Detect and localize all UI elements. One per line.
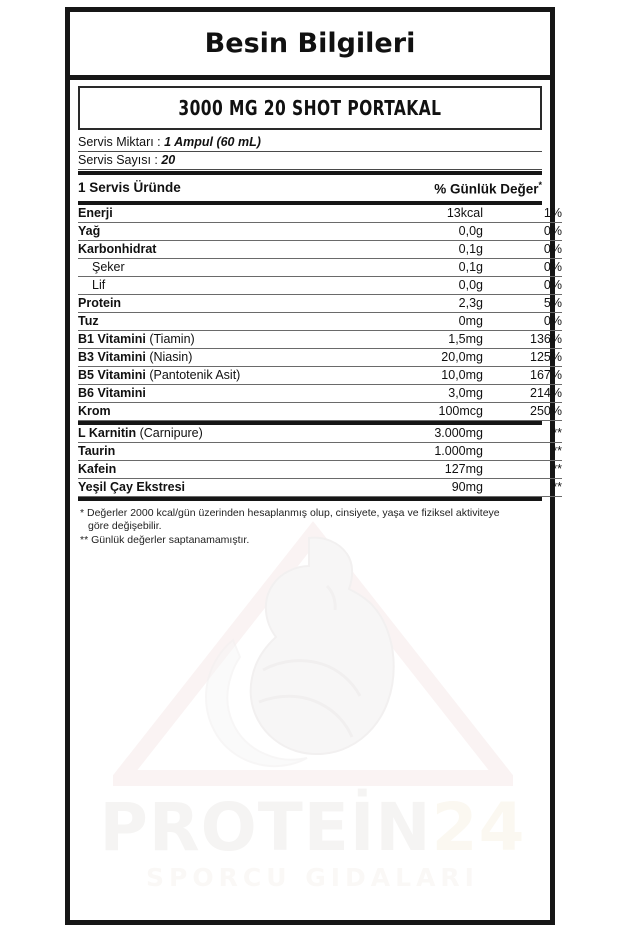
row-daily-value: 0% — [497, 240, 562, 258]
row-daily-value: ** — [497, 442, 562, 460]
table-row — [78, 258, 562, 276]
table-header-row — [78, 175, 542, 200]
product-name-box — [78, 86, 542, 130]
footnotes — [80, 507, 540, 548]
table-row — [78, 425, 562, 443]
row-daily-value: 136% — [497, 330, 562, 348]
footnote-1: * Değerler 2000 kcal/gün üzerinden hesaplanmış olup, cinsiyete, yaşa ve fiziksel aktiviteye — [80, 506, 500, 519]
row-daily-value: 167% — [497, 366, 562, 384]
row-nutrient-name: Krom — [78, 402, 378, 420]
nutrition-table-secondary — [78, 425, 562, 497]
row-nutrient-name: Taurin — [78, 442, 378, 460]
row-nutrient-name: Lif — [78, 276, 378, 294]
row-daily-value: 0% — [497, 258, 562, 276]
table-row — [78, 240, 562, 258]
nutrition-header-table — [78, 175, 542, 200]
table-row — [78, 366, 562, 384]
table-row — [78, 276, 562, 294]
serving-size-line — [78, 134, 542, 152]
header-per-serving: 1 Servis Üründe — [78, 179, 181, 195]
row-amount: 1,5mg — [378, 330, 497, 348]
footnote-2: ** Günlük değerler saptanamamıştır. — [80, 533, 250, 546]
footnote-1-cont: göre değişebilir. — [88, 520, 162, 532]
table-row — [78, 222, 562, 240]
watermark-brand-number: 24 — [431, 789, 526, 866]
table-row — [78, 348, 562, 366]
row-nutrient-note: (Carnipure) — [136, 425, 203, 440]
row-nutrient-name: Protein — [78, 294, 378, 312]
serving-info — [70, 134, 550, 170]
row-amount: 0,0g — [378, 222, 497, 240]
row-amount: 20,0mg — [378, 348, 497, 366]
row-amount: 0,0g — [378, 276, 497, 294]
serving-size-label: Servis Miktarı : — [78, 135, 165, 149]
row-amount: 1.000mg — [378, 442, 497, 460]
row-amount: 127mg — [378, 460, 497, 478]
row-amount: 3,0mg — [378, 384, 497, 402]
row-nutrient-name: Enerji — [78, 205, 378, 223]
nutrition-label-panel — [65, 7, 562, 925]
label-title-box — [70, 12, 550, 80]
row-daily-value: ** — [497, 460, 562, 478]
table-row — [78, 205, 562, 223]
watermark-brand-word: PROTEİN24 — [99, 789, 526, 866]
row-daily-value: 0% — [497, 222, 562, 240]
row-amount: 10,0mg — [378, 366, 497, 384]
serving-count-value: 20 — [161, 153, 176, 167]
row-nutrient-name: B1 Vitamini (Tiamin) — [78, 330, 378, 348]
table-row — [78, 312, 562, 330]
header-daily-value: % Günlük Değer* — [434, 180, 542, 197]
row-amount: 2,3g — [378, 294, 497, 312]
row-daily-value: 125% — [497, 348, 562, 366]
serving-count-label: Servis Sayısı : — [78, 153, 162, 167]
table-row — [78, 330, 562, 348]
row-daily-value: 1% — [497, 205, 562, 223]
watermark-brand-subtitle: SPORCU GIDALARI — [146, 863, 479, 892]
serving-count-line — [78, 152, 542, 170]
row-amount: 0mg — [378, 312, 497, 330]
row-nutrient-note: (Pantotenik Asit) — [145, 367, 241, 382]
row-amount: 90mg — [378, 478, 497, 496]
row-nutrient-note: (Tiamin) — [145, 331, 195, 346]
row-nutrient-note: (Niasin) — [145, 349, 193, 364]
row-amount: 100mcg — [378, 402, 497, 420]
row-daily-value: 0% — [497, 312, 562, 330]
row-amount: 3.000mg — [378, 425, 497, 443]
row-nutrient-name: B6 Vitamini — [78, 384, 378, 402]
row-daily-value: ** — [497, 425, 562, 443]
header-daily-value-marker: * — [538, 180, 542, 190]
table-row — [78, 478, 562, 496]
row-nutrient-name: Karbonhidrat — [78, 240, 378, 258]
row-nutrient-name: Tuz — [78, 312, 378, 330]
page-title: Besin Bilgileri — [204, 28, 416, 59]
row-nutrient-name: Yağ — [78, 222, 378, 240]
row-nutrient-name: Şeker — [78, 258, 378, 276]
row-daily-value: ** — [497, 478, 562, 496]
serving-size-value: 1 Ampul (60 mL) — [164, 135, 261, 149]
row-nutrient-name: Kafein — [78, 460, 378, 478]
table-row — [78, 294, 562, 312]
product-name: 3000 MG 20 SHOT PORTAKAL — [178, 96, 442, 120]
row-amount: 13kcal — [378, 205, 497, 223]
row-amount: 0,1g — [378, 258, 497, 276]
row-daily-value: 0% — [497, 276, 562, 294]
table-row — [78, 384, 562, 402]
row-daily-value: 250% — [497, 402, 562, 420]
table-row — [78, 402, 562, 420]
table-row — [78, 442, 562, 460]
divider-thick-footnotes — [78, 497, 542, 501]
row-nutrient-name: B3 Vitamini (Niasin) — [78, 348, 378, 366]
row-daily-value: 214% — [497, 384, 562, 402]
nutrition-table-primary — [78, 205, 562, 421]
row-nutrient-name: Yeşil Çay Ekstresi — [78, 478, 378, 496]
row-nutrient-name: B5 Vitamini (Pantotenik Asit) — [78, 366, 378, 384]
row-amount: 0,1g — [378, 240, 497, 258]
table-row — [78, 460, 562, 478]
row-daily-value: 5% — [497, 294, 562, 312]
row-nutrient-name: L Karnitin (Carnipure) — [78, 425, 378, 443]
